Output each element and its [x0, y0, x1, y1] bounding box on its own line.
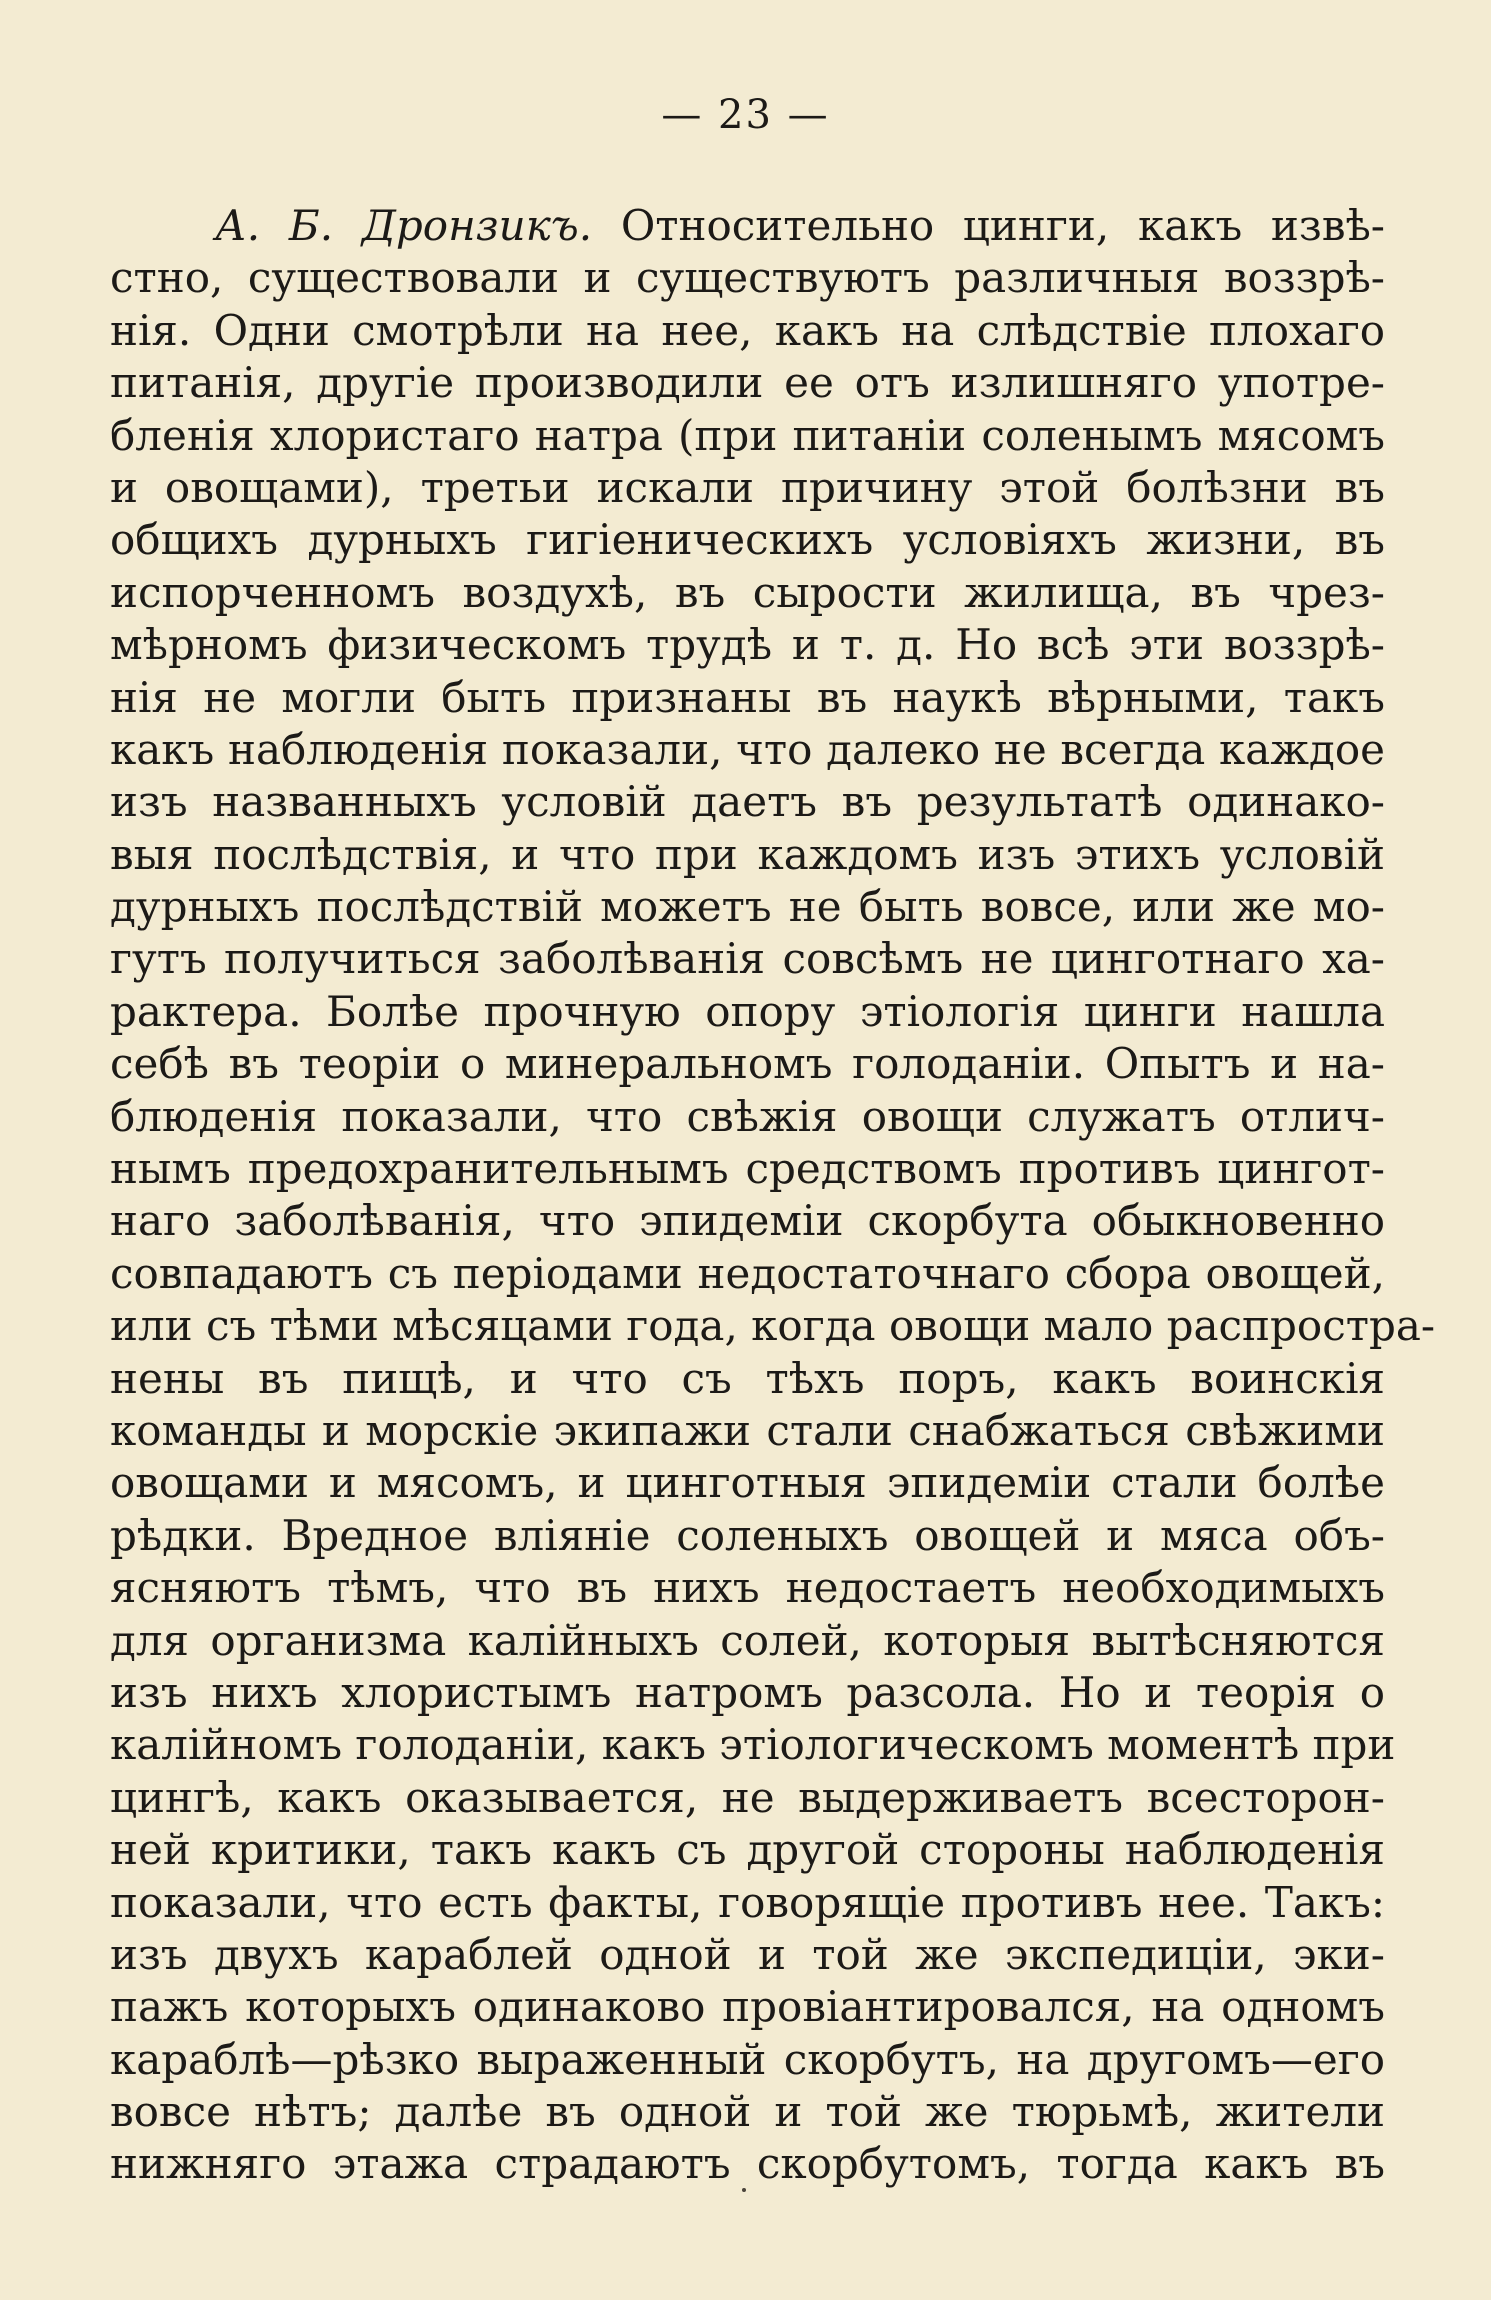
- text-line: бленія хлористаго натра (при питаніи соленымъ мясомъ: [110, 410, 1385, 460]
- text-line: выя послѣдствія, и что при каждомъ изъ этихъ условій: [110, 829, 1385, 879]
- text-lines: [110, 252, 1436, 2190]
- first-line-text: Относительно цинги, какъ извѣ-: [592, 201, 1385, 250]
- text-line: гутъ получиться заболѣванія совсѣмъ не цинготнаго ха-: [110, 934, 1385, 984]
- text-line: себѣ въ теоріи о минеральномъ голоданіи. Опытъ и на-: [110, 1039, 1385, 1089]
- text-line: изъ названныхъ условій даетъ въ результатѣ одинако-: [110, 777, 1385, 827]
- text-line: для организма калійныхъ солей, которыя вытѣсняются: [110, 1615, 1385, 1665]
- text-line: нижняго этажа страдаютъ скорбутомъ, тогда какъ въ: [110, 2139, 1385, 2189]
- text-line: какъ наблюденія показали, что далеко не всегда каждое: [110, 724, 1385, 774]
- ink-speck: [742, 2188, 746, 2192]
- text-line: или съ тѣми мѣсяцами года, когда овощи мало распростра-: [110, 1301, 1436, 1351]
- body-text: [110, 200, 1436, 2191]
- text-line: цингѣ, какъ оказывается, не выдерживаетъ всесторон-: [110, 1772, 1385, 1822]
- text-line: нены въ пищѣ, и что съ тѣхъ поръ, какъ воинскія: [110, 1353, 1385, 1403]
- text-line: нія не могли быть признаны въ наукѣ вѣрными, такъ: [110, 672, 1385, 722]
- text-line: дурныхъ послѣдствій можетъ не быть вовсе, или же мо-: [110, 882, 1385, 932]
- text-line: овощами и мясомъ, и цинготныя эпидеміи стали болѣе: [110, 1458, 1385, 1508]
- text-line: изъ двухъ караблей одной и той же экспедиціи, эки-: [110, 1929, 1385, 1979]
- text-line: рѣдки. Вредное вліяніе соленыхъ овощей и мяса объ-: [110, 1510, 1385, 1560]
- text-line: совпадаютъ съ періодами недостаточнаго сбора овощей,: [110, 1248, 1385, 1298]
- text-line: мѣрномъ физическомъ трудѣ и т. д. Но всѣ эти воззрѣ-: [110, 620, 1385, 670]
- text-line: наго заболѣванія, что эпидеміи скорбута обыкновенно: [110, 1196, 1385, 1246]
- text-line: изъ нихъ хлористымъ натромъ разсола. Но и теорія о: [110, 1667, 1385, 1717]
- text-line: пажъ которыхъ одинаково провіантировался, на одномъ: [110, 1982, 1385, 2032]
- text-line: общихъ дурныхъ гигіеническихъ условіяхъ жизни, въ: [110, 515, 1385, 565]
- author-name: А. Б. Дронзикъ.: [215, 201, 593, 250]
- page-number: — 23 —: [661, 92, 830, 138]
- text-line: блюденія показали, что свѣжія овощи служатъ отлич-: [110, 1091, 1385, 1141]
- text-line: ясняютъ тѣмъ, что въ нихъ недостаетъ необходимыхъ: [110, 1563, 1385, 1613]
- text-line: калійномъ голоданіи, какъ этіологическомъ моментѣ при: [110, 1720, 1396, 1770]
- text-line: испорченномъ воздухѣ, въ сырости жилища, въ чрез-: [110, 567, 1385, 617]
- text-line: показали, что есть факты, говорящіе противъ нее. Такъ:: [110, 1877, 1385, 1927]
- text-line: питанія, другіе производили ее отъ излишняго употре-: [110, 358, 1385, 408]
- text-line: команды и морскіе экипажи стали снабжаться свѣжими: [110, 1405, 1385, 1455]
- text-line: [110, 200, 1385, 252]
- text-line: нымъ предохранительнымъ средствомъ противъ цингот-: [110, 1144, 1385, 1194]
- text-line: ней критики, такъ какъ съ другой стороны наблюденія: [110, 1825, 1385, 1875]
- text-line: стно, существовали и существуютъ различныя воззрѣ-: [110, 253, 1385, 303]
- text-line: нія. Одни смотрѣли на нее, какъ на слѣдствіе плохаго: [110, 305, 1385, 355]
- text-line: караблѣ—рѣзко выраженный скорбутъ, на другомъ—его: [110, 2034, 1385, 2084]
- text-line: вовсе нѣтъ; далѣе въ одной и той же тюрьмѣ, жители: [110, 2087, 1385, 2137]
- text-line: рактера. Болѣе прочную опору этіологія цинги нашла: [110, 986, 1385, 1036]
- text-line: и овощами), третьи искали причину этой болѣзни въ: [110, 462, 1385, 512]
